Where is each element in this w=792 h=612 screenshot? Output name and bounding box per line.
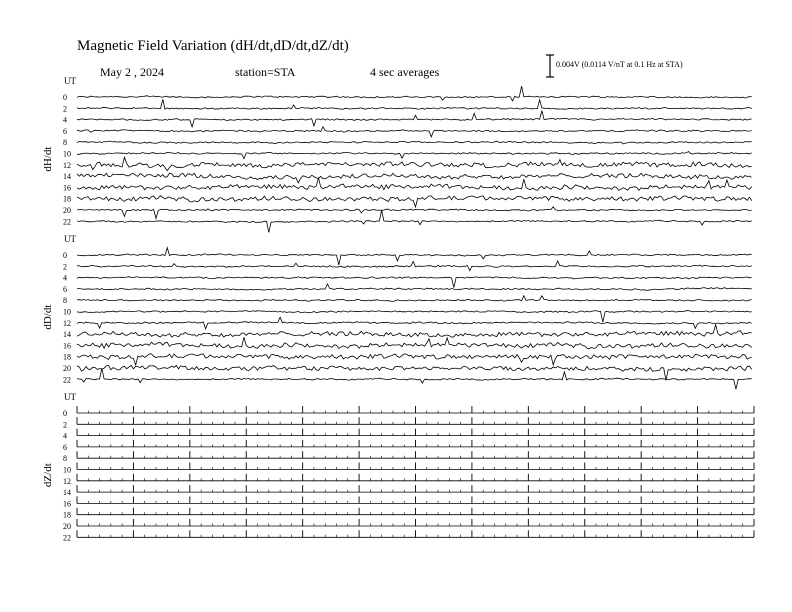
trace-dD-dt-hour-22 (77, 368, 752, 389)
hour-tick-label: 10 (63, 307, 71, 317)
time-axis-label: UT (64, 234, 76, 244)
trace-dD-dt-hour-4 (77, 277, 752, 288)
chart-title: Magnetic Field Variation (dH/dt,dD/dt,dZ/dt) (77, 38, 349, 54)
hour-tick-label: 2 (63, 420, 67, 430)
y-axis-label: dH/dt (42, 146, 54, 172)
hour-tick-label: 0 (63, 409, 67, 418)
trace-dH-dt-hour-20 (77, 207, 752, 218)
hour-tick-label: 18 (63, 510, 71, 520)
y-axis-label: dZ/dt (42, 463, 54, 488)
hour-tick-label: 10 (63, 465, 71, 475)
hour-tick-label: 6 (63, 284, 67, 294)
hour-tick-label: 22 (63, 217, 71, 227)
hour-tick-label: 22 (63, 533, 71, 543)
hour-tick-label: 18 (63, 194, 71, 204)
hour-tick-label: 22 (63, 375, 71, 385)
trace-dH-dt-hour-14 (77, 173, 752, 183)
hour-tick-label: 4 (63, 115, 67, 125)
trace-dD-dt-hour-16 (77, 337, 752, 349)
hour-tick-label: 2 (63, 104, 67, 114)
trace-dD-dt-hour-0 (77, 248, 752, 265)
hour-tick-label: 20 (63, 522, 71, 531)
trace-dH-dt-hour-16 (77, 178, 752, 191)
trace-dH-dt-hour-12 (77, 157, 752, 170)
hour-tick-label: 2 (63, 262, 67, 272)
averaging-label: 4 sec averages (370, 65, 440, 79)
hour-tick-label: 6 (63, 442, 67, 452)
trace-dD-dt-hour-18 (77, 354, 752, 365)
hour-tick-label: 10 (63, 149, 71, 159)
time-axis-label: UT (64, 392, 76, 402)
trace-dH-dt-hour-22 (77, 210, 752, 232)
trace-dH-dt-hour-8 (77, 141, 752, 144)
hour-tick-label: 12 (63, 476, 71, 486)
trace-dD-dt-hour-12 (77, 317, 752, 329)
date-label: May 2 , 2024 (100, 65, 164, 79)
trace-dD-dt-hour-6 (77, 284, 752, 290)
hour-tick-label: 12 (63, 160, 71, 170)
hour-tick-label: 12 (63, 318, 71, 328)
scale-bar (546, 55, 554, 77)
time-axis-label: UT (64, 76, 76, 86)
hour-tick-label: 16 (63, 499, 71, 509)
hour-tick-label: 8 (63, 138, 67, 148)
hour-tick-label: 14 (63, 172, 71, 182)
trace-dD-dt-hour-8 (77, 296, 752, 302)
hour-tick-label: 20 (63, 364, 71, 373)
hour-tick-label: 16 (63, 341, 71, 351)
scale-note: 0.004V (0.0114 V/nT at 0.1 Hz at STA) (556, 60, 683, 69)
hour-tick-label: 8 (63, 296, 67, 306)
trace-dH-dt-hour-6 (77, 127, 752, 137)
y-axis-label: dD/dt (42, 304, 54, 330)
trace-dH-dt-hour-10 (77, 152, 752, 159)
panel-2 (42, 392, 754, 542)
hour-tick-label: 14 (63, 330, 71, 340)
hour-tick-label: 18 (63, 352, 71, 362)
hour-tick-label: 8 (63, 454, 67, 464)
trace-dD-dt-hour-14 (77, 325, 752, 338)
hour-tick-label: 6 (63, 126, 67, 136)
panel-0 (42, 76, 752, 232)
hour-tick-label: 0 (63, 93, 67, 102)
trace-dD-dt-hour-2 (77, 261, 752, 271)
hour-tick-label: 16 (63, 183, 71, 193)
trace-dH-dt-hour-0 (77, 86, 752, 101)
panel-1 (42, 234, 752, 389)
station-label: station=STA (235, 65, 296, 79)
hour-tick-label: 14 (63, 488, 71, 498)
trace-dH-dt-hour-18 (77, 196, 752, 207)
trace-dH-dt-hour-2 (77, 99, 752, 109)
hour-tick-label: 4 (63, 273, 67, 283)
hour-tick-label: 0 (63, 251, 67, 260)
trace-dH-dt-hour-4 (77, 111, 752, 127)
hour-tick-label: 20 (63, 206, 71, 215)
trace-dD-dt-hour-20 (77, 365, 752, 380)
hour-tick-label: 4 (63, 431, 67, 441)
trace-dD-dt-hour-10 (77, 311, 752, 323)
